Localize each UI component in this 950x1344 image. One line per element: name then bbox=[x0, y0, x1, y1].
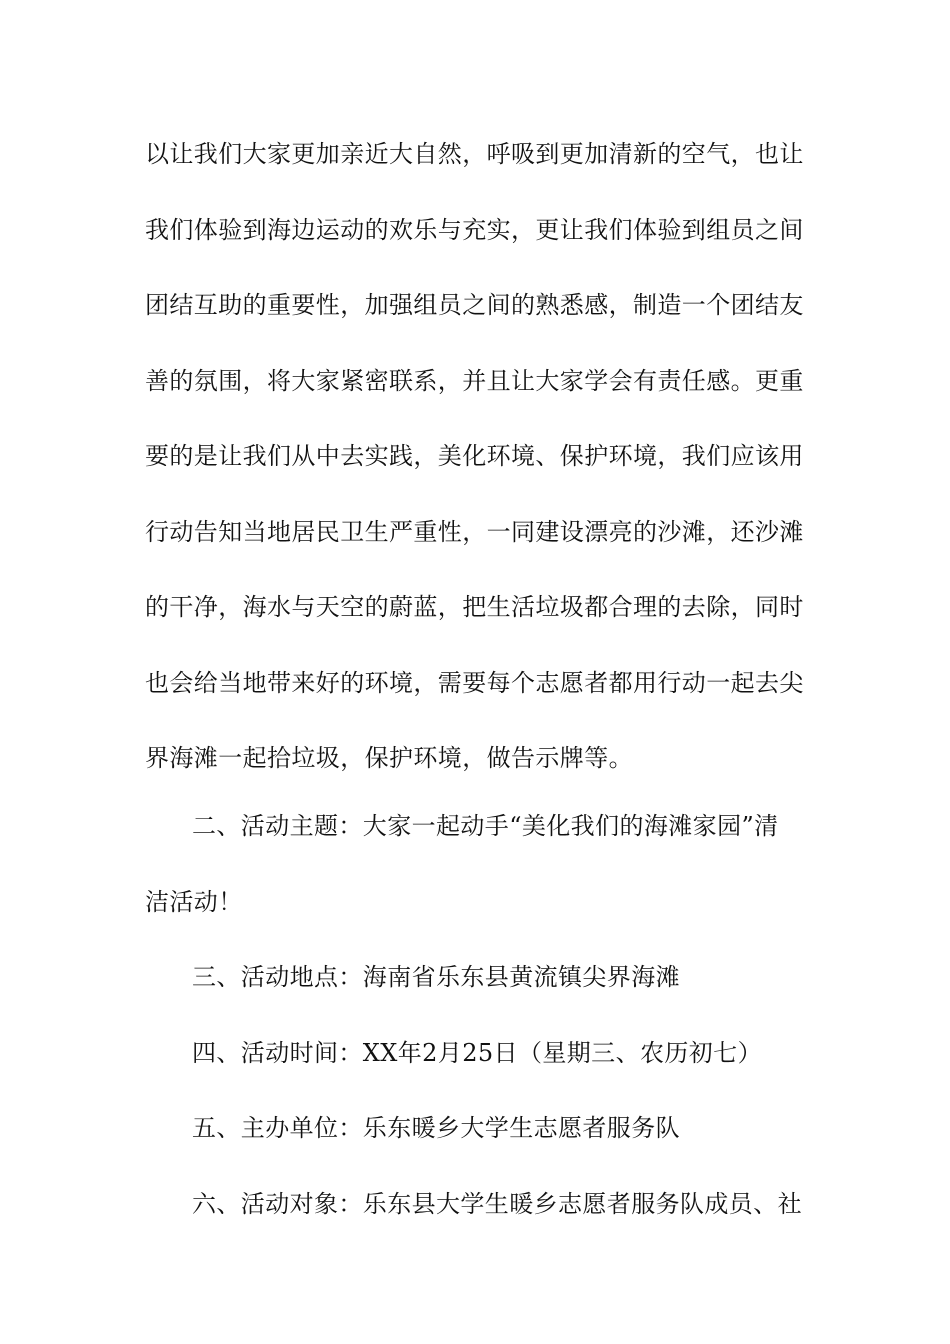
section-heading-theme: 二、活动主题：大家一起动手“美化我们的海滩家园”清 bbox=[192, 812, 779, 840]
paragraph-line: 洁活动！ bbox=[145, 888, 243, 916]
section-heading-time: 四、活动时间：XX年2月25日（星期三、农历初七） bbox=[192, 1039, 762, 1067]
paragraph-line: 以让我们大家更加亲近大自然，呼吸到更加清新的空气，也让 bbox=[145, 140, 804, 168]
paragraph-line: 行动告知当地居民卫生严重性，一同建设漂亮的沙滩，还沙滩 bbox=[145, 518, 804, 546]
paragraph-line: 要的是让我们从中去实践，美化环境、保护环境，我们应该用 bbox=[145, 442, 804, 470]
paragraph-line: 团结互助的重要性，加强组员之间的熟悉感，制造一个团结友 bbox=[145, 291, 804, 319]
paragraph-line: 的干净，海水与天空的蔚蓝，把生活垃圾都合理的去除，同时 bbox=[145, 593, 804, 621]
paragraph-line: 也会给当地带来好的环境，需要每个志愿者都用行动一起去尖 bbox=[145, 669, 804, 697]
section-heading-location: 三、活动地点：海南省乐东县黄流镇尖界海滩 bbox=[192, 963, 680, 991]
paragraph-line: 善的氛围，将大家紧密联系，并且让大家学会有责任感。更重 bbox=[145, 367, 804, 395]
section-heading-organizer: 五、主办单位：乐东暖乡大学生志愿者服务队 bbox=[192, 1114, 680, 1142]
paragraph-line: 界海滩一起拾垃圾，保护环境，做告示牌等。 bbox=[145, 744, 633, 772]
section-heading-participants: 六、活动对象：乐东县大学生暖乡志愿者服务队成员、社 bbox=[192, 1190, 802, 1218]
paragraph-line: 我们体验到海边运动的欢乐与充实，更让我们体验到组员之间 bbox=[145, 216, 804, 244]
